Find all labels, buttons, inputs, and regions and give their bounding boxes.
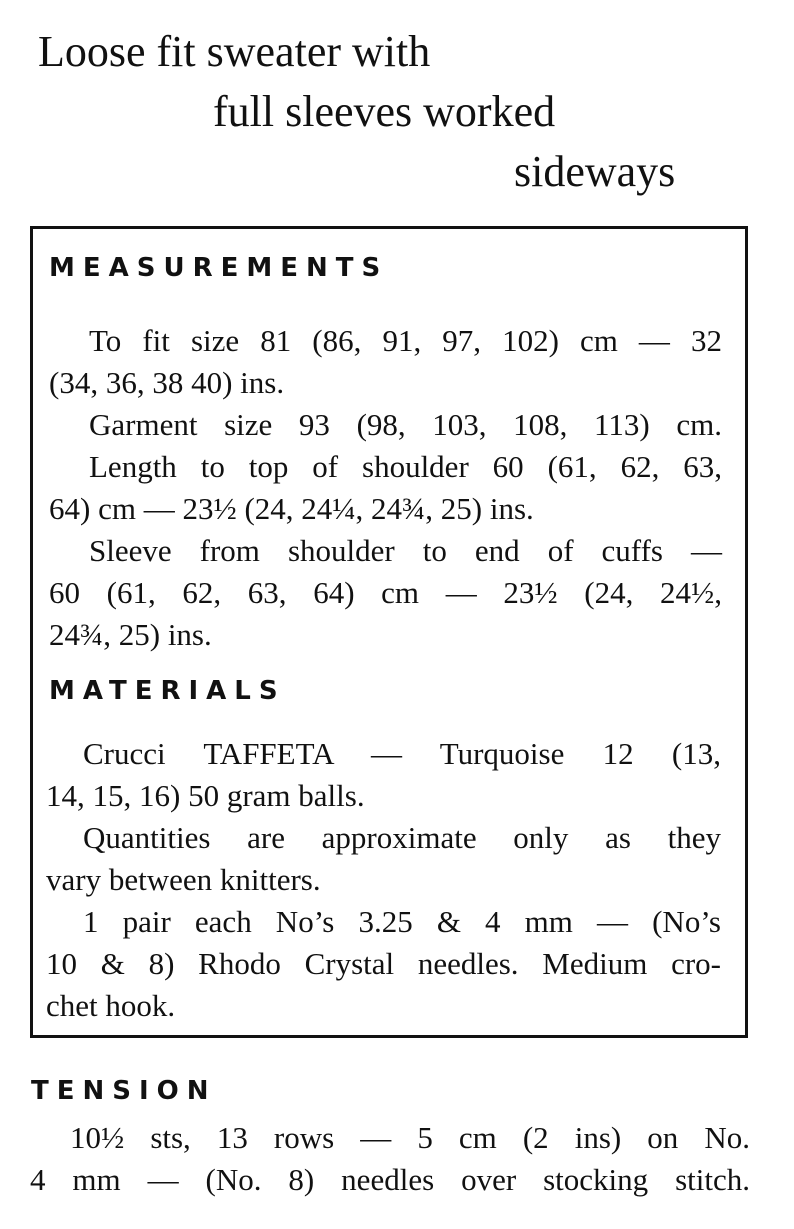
materials-line: Quantities are approximate only as they (83, 820, 721, 855)
measurement-line: Length to top of shoulder 60 (61, 62, 63, (89, 449, 722, 484)
title-line-3: sideways (514, 147, 676, 196)
measurement-line: 24¾, 25) ins. (49, 617, 212, 652)
measurement-line: To fit size 81 (86, 91, 97, 102) cm — 32 (89, 323, 722, 358)
materials-line: chet hook. (46, 988, 176, 1023)
measurement-line: Garment size 93 (98, 103, 108, 113) cm. (89, 407, 722, 442)
tension-line: 10½ sts, 13 rows — 5 cm (2 ins) on No. (70, 1120, 750, 1155)
measurements-heading: MEASUREMENTS (49, 253, 389, 283)
measurement-line: Sleeve from shoulder to end of cuffs — (89, 533, 722, 568)
title-line-2: full sleeves worked (213, 87, 556, 136)
tension-heading: TENSION (31, 1076, 217, 1106)
materials-line: Crucci TAFFETA — Turquoise 12 (13, (83, 736, 721, 771)
measurement-line: (34, 36, 38 40) ins. (49, 365, 285, 400)
materials-line: 1 pair each No’s 3.25 & 4 mm — (No’s (83, 904, 721, 939)
tension-line: 4 mm — (No. 8) needles over stocking stitch. (30, 1162, 750, 1197)
materials-line: 10 & 8) Rhodo Crystal needles. Medium cro- (46, 946, 721, 981)
title-line-1: Loose fit sweater with (38, 27, 431, 76)
materials-line: 14, 15, 16) 50 gram balls. (46, 778, 365, 813)
materials-line: vary between knitters. (46, 862, 321, 897)
measurement-line: 64) cm — 23½ (24, 24¼, 24¾, 25) ins. (49, 491, 534, 526)
measurement-line: 60 (61, 62, 63, 64) cm — 23½ (24, 24½, (49, 575, 722, 610)
materials-heading: MATERIALS (49, 676, 286, 706)
